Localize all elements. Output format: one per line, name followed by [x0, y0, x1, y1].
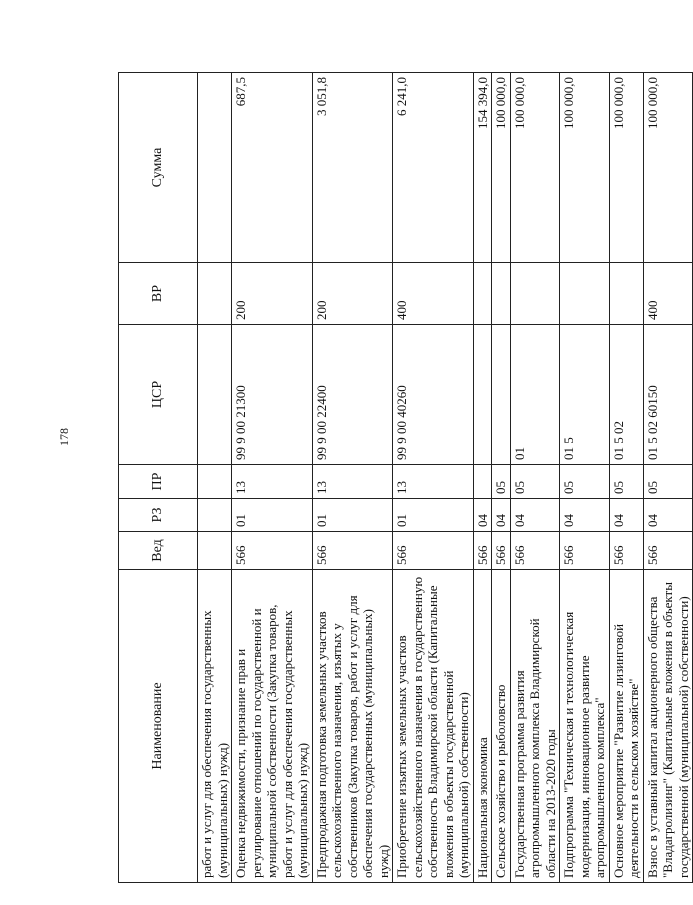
row-ved: 566 — [492, 532, 511, 570]
row-ved: 566 — [232, 532, 313, 570]
row-sum: 3 051,8 — [312, 73, 393, 263]
row-name: Сельское хозяйство и рыболовство — [492, 570, 511, 883]
rotated-table-frame — [118, 73, 691, 883]
row-pr: 05 — [510, 465, 560, 499]
table-row — [198, 73, 232, 883]
row-sum: 154 394,0 — [473, 73, 492, 263]
header-sum: Сумма — [119, 73, 198, 263]
row-rz: 04 — [643, 499, 693, 532]
row-ved: 566 — [560, 532, 610, 570]
row-pr: 13 — [232, 465, 313, 499]
row-csr — [198, 325, 232, 465]
table-row — [232, 73, 313, 883]
row-csr: 01 — [510, 325, 560, 465]
row-ved — [198, 532, 232, 570]
header-pr: ПР — [119, 465, 198, 499]
header-vr: ВР — [119, 263, 198, 325]
row-sum: 100 000,0 — [492, 73, 511, 263]
budget-table — [118, 72, 693, 883]
row-name: Предпродажная подготовка земельных участков сельскохозяйственного назначения, изъятых у собственников (Закупка товаров, работ и услуг для обеспечения государственных (муниципальных) нужд) — [312, 570, 393, 883]
budget-table-container — [118, 73, 691, 883]
row-vr: 200 — [232, 263, 313, 325]
row-vr — [560, 263, 610, 325]
row-rz: 04 — [492, 499, 511, 532]
row-sum: 6 241,0 — [393, 73, 474, 263]
row-name: Национальная экономика — [473, 570, 492, 883]
row-ved: 566 — [643, 532, 693, 570]
table-row — [609, 73, 643, 883]
row-csr: 99 9 00 21300 — [232, 325, 313, 465]
row-rz: 04 — [473, 499, 492, 532]
row-csr — [473, 325, 492, 465]
row-csr: 99 9 00 22400 — [312, 325, 393, 465]
row-rz: 04 — [560, 499, 610, 532]
row-sum: 100 000,0 — [643, 73, 693, 263]
table-row — [492, 73, 511, 883]
row-rz: 01 — [393, 499, 474, 532]
row-rz: 04 — [510, 499, 560, 532]
row-rz: 01 — [232, 499, 313, 532]
row-vr — [473, 263, 492, 325]
row-vr — [198, 263, 232, 325]
row-name: Основное мероприятие "Развитие лизинговой деятельности в сельском хозяйстве" — [609, 570, 643, 883]
row-rz: 04 — [609, 499, 643, 532]
row-pr: 05 — [643, 465, 693, 499]
row-sum: 100 000,0 — [609, 73, 643, 263]
row-name: Приобретение изъятых земельных участков сельскохозяйственного назначения в государственную собственность Владимирской области (Капитальные вложения в объекты государственной (муниципальной) собственности) — [393, 570, 474, 883]
header-csr: ЦСР — [119, 325, 198, 465]
table-row — [510, 73, 560, 883]
row-pr — [473, 465, 492, 499]
row-ved: 566 — [510, 532, 560, 570]
row-name: Взнос в уставный капитал акционерного общества "Владагролизинг" (Капитальные вложения в объекты государственной (муниципальной) собственности) — [643, 570, 693, 883]
row-ved: 566 — [473, 532, 492, 570]
row-csr: 01 5 02 — [609, 325, 643, 465]
row-csr — [492, 325, 511, 465]
table-row — [312, 73, 393, 883]
row-vr: 400 — [643, 263, 693, 325]
table-row — [473, 73, 492, 883]
row-pr — [198, 465, 232, 499]
row-vr — [492, 263, 511, 325]
row-rz — [198, 499, 232, 532]
header-rz: РЗ — [119, 499, 198, 532]
row-vr — [609, 263, 643, 325]
row-sum — [198, 73, 232, 263]
row-sum: 100 000,0 — [560, 73, 610, 263]
row-vr: 200 — [312, 263, 393, 325]
table-row — [393, 73, 474, 883]
row-ved: 566 — [609, 532, 643, 570]
row-rz: 01 — [312, 499, 393, 532]
row-ved: 566 — [393, 532, 474, 570]
header-name: Наименование — [119, 570, 198, 883]
table-row — [643, 73, 693, 883]
row-sum: 687,5 — [232, 73, 313, 263]
row-pr: 05 — [609, 465, 643, 499]
table-row — [560, 73, 610, 883]
header-row — [119, 73, 198, 883]
row-name: Подпрограмма "Техническая и технологическая модернизация, инновационное развитие агропромышленного комплекса" — [560, 570, 610, 883]
row-pr: 05 — [492, 465, 511, 499]
row-csr: 01 5 02 60150 — [643, 325, 693, 465]
page-number: 178 — [57, 428, 71, 446]
row-pr: 13 — [312, 465, 393, 499]
row-name: Оценка недвижимости, признание прав и регулирование отношений по государственной и муниципальной собственности (Закупка товаров, работ и услуг для обеспечения государственных (муниципальных) нужд) — [232, 570, 313, 883]
row-name: работ и услуг для обеспечения государственных (муниципальных) нужд) — [198, 570, 232, 883]
row-vr — [510, 263, 560, 325]
row-csr: 99 9 00 40260 — [393, 325, 474, 465]
row-name: Государственная программа развития агропромышленного комплекса Владимирской области на 2013-2020 годы — [510, 570, 560, 883]
row-ved: 566 — [312, 532, 393, 570]
row-vr: 400 — [393, 263, 474, 325]
row-pr: 05 — [560, 465, 610, 499]
header-ved: Вед — [119, 532, 198, 570]
row-csr: 01 5 — [560, 325, 610, 465]
row-pr: 13 — [393, 465, 474, 499]
row-sum: 100 000,0 — [510, 73, 560, 263]
